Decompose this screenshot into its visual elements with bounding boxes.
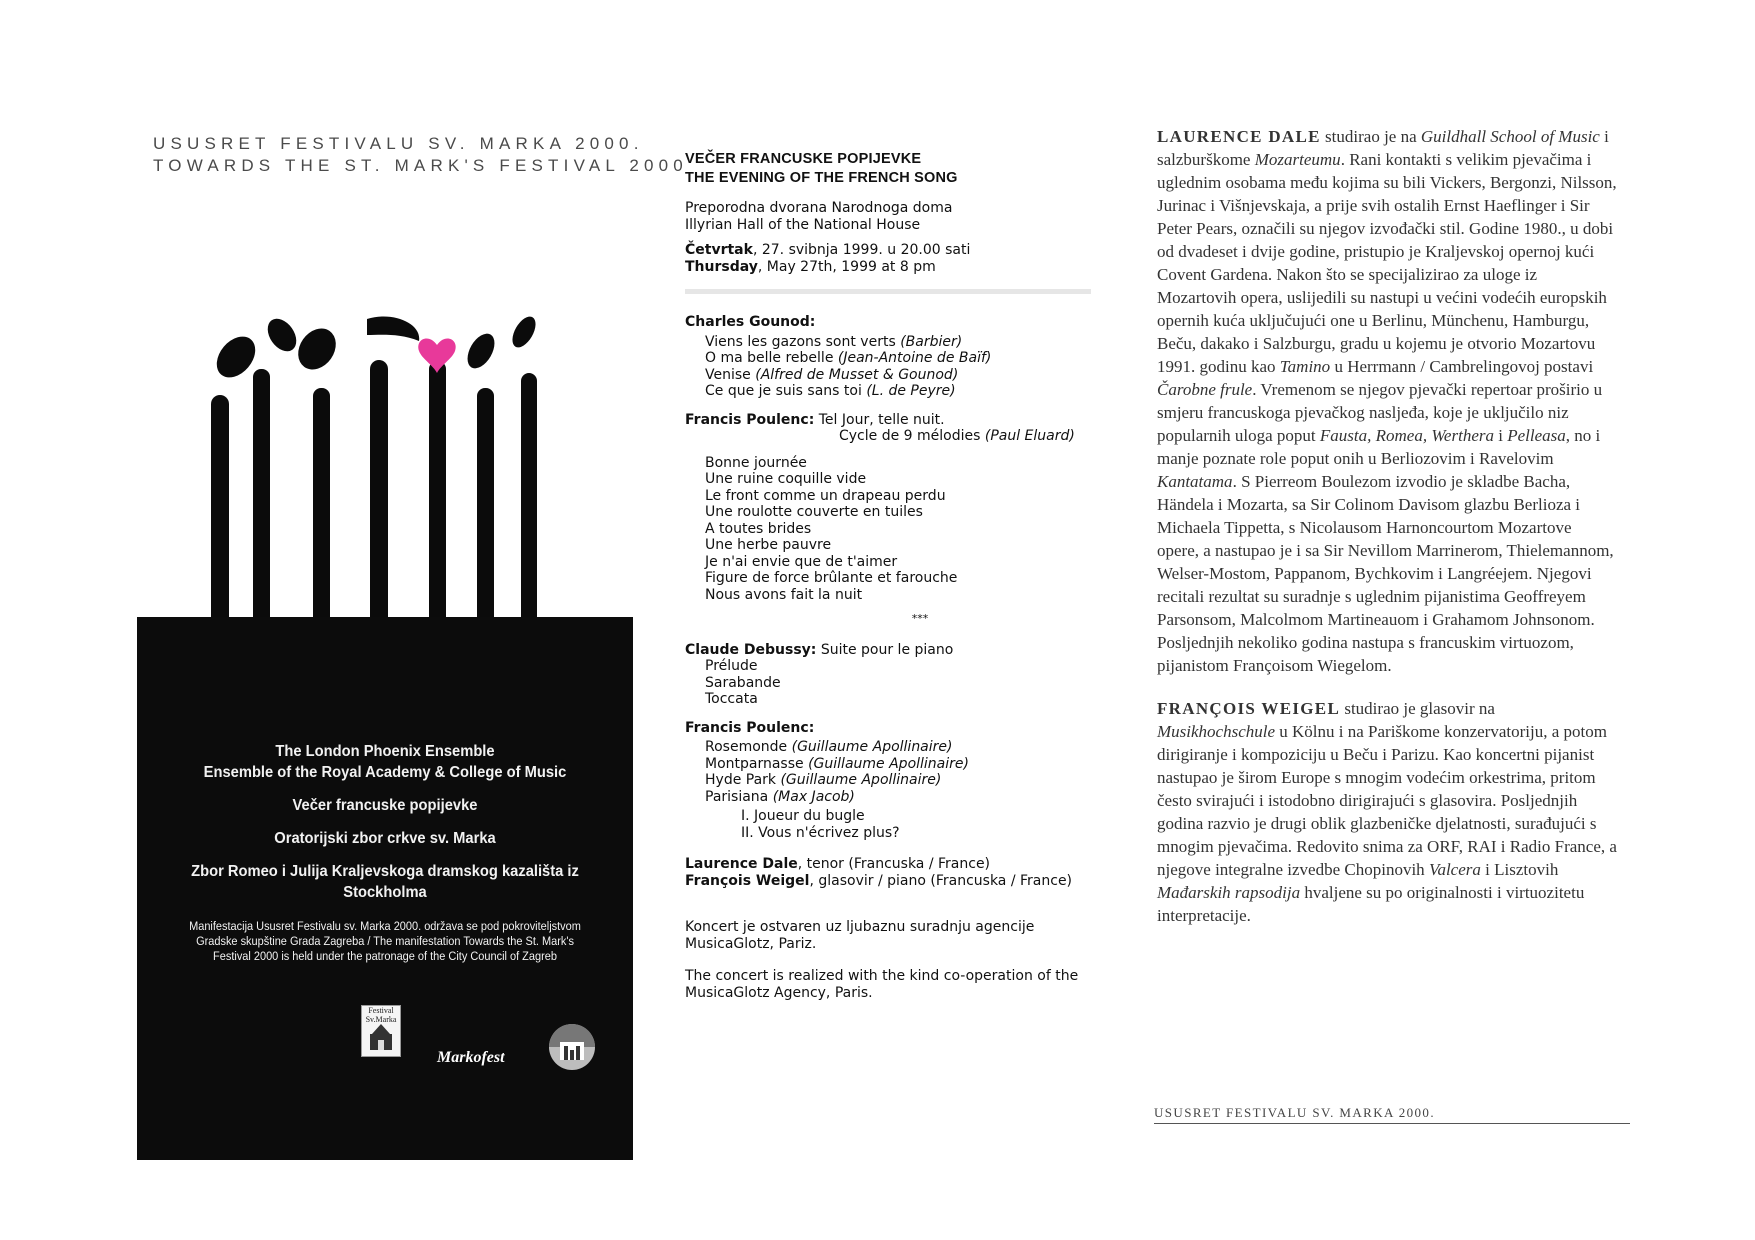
bio-italic: Čarobne frule xyxy=(1157,380,1253,399)
list-item xyxy=(685,789,1095,806)
list-item xyxy=(685,739,1095,756)
choir-name: Oratorijski zbor crkve sv. Marka xyxy=(274,830,496,847)
work-title: Suite pour le piano xyxy=(816,641,954,658)
composer-gounod: Charles Gounod: xyxy=(685,314,816,330)
ensemble-name: The London Phoenix Ensemble xyxy=(275,743,495,760)
performer-role: , glasovir / piano (Francuska / France) xyxy=(809,872,1073,889)
venue-hr: Preporodna dvorana Narodnoga doma xyxy=(685,200,953,216)
song-title: O ma belle rebelle xyxy=(705,350,838,366)
performer-name: François Weigel xyxy=(685,872,810,889)
patronage-note-2: Gradske skupštine Grada Zagreba / The manifestation Towards the St. Mark's xyxy=(196,934,574,948)
list-item: Sarabande xyxy=(705,674,781,691)
performer-2 xyxy=(685,873,1095,890)
date-hr-rest: , 27. svibnja 1999. u 20.00 sati xyxy=(752,242,971,258)
list-item: Une herbe pauvre xyxy=(705,537,832,553)
date-en xyxy=(685,259,1095,276)
bio-italic: Tamino xyxy=(1279,357,1331,376)
bio-text: i salzburškome xyxy=(1157,127,1609,169)
choir-figures-illustration xyxy=(137,305,637,665)
list-item: Le front comme un drapeau perdu xyxy=(705,487,946,504)
concert-poster xyxy=(137,617,633,1160)
date-en-rest: , May 27th, 1999 at 8 pm xyxy=(757,258,936,275)
list-item: Nous avons fait la nuit xyxy=(705,586,863,603)
song-author: (Alfred de Musset & Gounod) xyxy=(755,366,959,383)
city-logo-icon xyxy=(547,1022,597,1072)
bio-italic: Mozarteumu xyxy=(1254,150,1341,169)
list-item: Toccata xyxy=(705,691,758,707)
venue-en: Illyrian Hall of the National House xyxy=(685,216,921,233)
list-item: II. Vous n'écrivez plus? xyxy=(741,824,900,841)
biographies xyxy=(1157,125,1617,947)
concert-title: Večer francuske popijevke xyxy=(292,797,478,814)
list-item xyxy=(685,350,1095,367)
song-title: Parisiana xyxy=(705,788,773,805)
composer-poulenc-1 xyxy=(685,412,1095,429)
list-item xyxy=(685,772,1095,789)
choir-name-2: Zbor Romeo i Julija Kraljevskoga dramskog kazališta iz Stockholma xyxy=(191,863,579,901)
list-item: Prélude xyxy=(705,658,758,674)
song-author: (Guillaume Apollinaire) xyxy=(791,739,953,755)
list-item: Une roulotte couverte en tuiles xyxy=(705,504,923,520)
bio-text: studirao je glasovir na xyxy=(1340,699,1495,718)
bio-italic: Musikhochschule xyxy=(1157,722,1276,741)
festival-logo-text-2: Sv.Marka xyxy=(365,1015,397,1024)
composer-poulenc-2: Francis Poulenc: xyxy=(685,719,815,736)
date-hr-day: Četvrtak xyxy=(685,242,753,258)
bio-italic: Guildhall School of Music xyxy=(1420,127,1600,146)
page-footer: USUSRET FESTIVALU SV. MARKA 2000. xyxy=(1154,1105,1630,1124)
patronage-note-3: Festival 2000 is held under the patronage of the City Council of Zagreb xyxy=(213,949,557,963)
bio-name: FRANÇOIS WEIGEL xyxy=(1157,699,1341,718)
bio-francois-weigel xyxy=(1157,697,1617,927)
composer-debussy xyxy=(685,642,1095,659)
header-line-en: TOWARDS THE ST. MARK'S FESTIVAL 2000 xyxy=(153,156,688,175)
cycle-author: (Paul Eluard) xyxy=(984,428,1075,444)
divider xyxy=(685,289,1091,294)
cycle-line xyxy=(685,428,1095,445)
bio-text: . S Pierreom Boulezom izvodio je skladbe Bacha, Händela i Mozarta, sa Sir Colinom Davisom glazbu Berlioza i Michaela Tippetta, s Nicolausom Harnoncourtom Mozartove opere, a nastupao je i sa Sir Nevillom Marrinerom, Thielemannom, Welser-Mostom, Pappanom, Bychkovim i Langréejem. Njegovi recitali rezultat su suradnje s uglednim pijanistima Geoffreyem Parsonsom, Malcolmom Martineauom i Grahamom Johnsonom. Posljednjih nekoliko godina nastupa s francuskim virtuozom, pijanistom Françoisom Wiegelom. xyxy=(1157,472,1614,675)
section-stars: *** xyxy=(911,612,929,625)
concert-program xyxy=(685,150,1095,1001)
bio-text: , no i manje poznate role poput onih u Berliozovim i Ravelovim xyxy=(1157,426,1601,468)
bio-italic: Mađarskih rapsodija xyxy=(1157,883,1301,902)
song-title: Venise xyxy=(705,366,756,383)
list-item: Je n'ai envie que de t'aimer xyxy=(705,553,898,570)
song-author: (Barbier) xyxy=(900,333,963,350)
bio-text: hvaljene su po originalnosti i virtuozitetu interpretacije. xyxy=(1157,883,1585,925)
festival-header xyxy=(153,133,688,177)
list-item xyxy=(685,756,1095,773)
bio-italic: Kantatama xyxy=(1157,472,1233,491)
ensemble-name-2: Ensemble of the Royal Academy & College of Music xyxy=(203,764,567,781)
song-title: Ce que je suis sans toi xyxy=(705,383,867,399)
song-title: Rosemonde xyxy=(705,739,792,755)
date-hr xyxy=(685,242,1095,259)
heart-icon xyxy=(418,338,455,373)
list-item: Bonne journée xyxy=(705,454,807,471)
bio-text: studirao je na xyxy=(1320,127,1421,146)
bio-text: . Rani kontakti s velikim pjevačima i uglednim osobama među kojima su bili Vickers, Bergonzi, Nilsson, Jurinac i Višnjevskaja, a prije svih ostalih Ernst Haeflinger i Sir Peter Pears, označili su njegov izvođački stil. Godine 1980., u dobi od dvadeset i dvije godine, pristupio je Kraljevskoj opernoj kući Covent Gardena. Nakon što se specijalizirao za uloge iz Mozartovih opera, uslijedili su nastupi u većini vodećih europskih opernih kuća uključujući one u Berlinu, Münchenu, Hamburgu, Beču, dakako i Salzburgu, gradu u kojemu je otvorio Mozartovu 1991. godinu kao xyxy=(1157,150,1617,376)
bio-text: . Vremenom se njegov pjevački repertoar proširio u smjeru francuskoga pjevačkog nasljeđa, koje je uključilo niz popularnih uloga poput xyxy=(1157,380,1603,445)
list-item xyxy=(685,367,1095,384)
song-title: Viens les gazons sont verts xyxy=(705,333,901,350)
composer-name: Claude Debussy: xyxy=(685,641,817,658)
song-author: (L. de Peyre) xyxy=(866,383,956,399)
bio-text: u Kölnu i na Pariškome konzervatoriju, a potom dirigiranje i kompoziciju u Beču i Parizu. Kao koncertni pijanist nastupao je širom Europe s mnogim vodećim orkestrima, pritom često svirajući i istodobno dirigirajući s glasovira. Posljednjih godina razvio je drugi oblik glazbeničke djelatnosti, surađujući s mnogim pjevačima. Redovito snima za ORF, RAI i Radio France, a njegove integralne izvedbe Chopinovih xyxy=(1157,722,1617,879)
header-line-hr: USUSRET FESTIVALU SV. MARKA 2000. xyxy=(153,134,644,153)
list-item: I. Joueur du bugle xyxy=(741,808,865,824)
bio-name: LAURENCE DALE xyxy=(1157,127,1321,146)
bio-laurence-dale xyxy=(1157,125,1617,677)
performer-1 xyxy=(685,856,1095,873)
song-author: (Jean-Antoine de Baïf) xyxy=(837,350,992,366)
work-title: Tel Jour, telle nuit. xyxy=(814,411,945,428)
program-title-hr: VEČER FRANCUSKE POPIJEVKE xyxy=(685,151,922,167)
bio-italic: Valcera xyxy=(1428,860,1481,879)
list-item xyxy=(685,334,1095,351)
list-item: Figure de force brûlante et farouche xyxy=(705,570,958,586)
date-en-day: Thursday xyxy=(685,258,758,275)
list-item xyxy=(685,383,1095,400)
song-author: (Guillaume Apollinaire) xyxy=(780,772,942,788)
program-title-en: THE EVENING OF THE FRENCH SONG xyxy=(685,170,958,186)
bio-italic: Fausta, Romea, Werthera xyxy=(1319,426,1494,445)
thanks-en: The concert is realized with the kind co-operation of the MusicaGlotz Agency, Paris. xyxy=(685,968,1079,1001)
performer-role: , tenor (Francuska / France) xyxy=(797,856,991,872)
song-title: Montparnasse xyxy=(705,755,809,772)
thanks-hr: Koncert je ostvaren uz ljubaznu suradnju agencije MusicaGlotz, Pariz. xyxy=(685,919,1035,952)
markofest-logo: Markofest xyxy=(437,1049,505,1066)
list-item: A toutes brides xyxy=(705,520,812,537)
song-title: Hyde Park xyxy=(705,772,781,788)
bio-text: i Lisztovih xyxy=(1480,860,1559,879)
performer-name: Laurence Dale xyxy=(685,856,798,872)
festival-logo-text: Festival xyxy=(368,1006,394,1015)
bio-text: u Herrmann / Cambrelingovoj postavi xyxy=(1330,357,1594,376)
song-author: (Guillaume Apollinaire) xyxy=(808,755,969,772)
composer-name: Francis Poulenc: xyxy=(685,411,815,428)
bio-text: i xyxy=(1493,426,1508,445)
church-icon xyxy=(366,1024,396,1050)
festival-logo xyxy=(361,1005,401,1057)
song-author: (Max Jacob) xyxy=(772,788,855,805)
cycle-title: Cycle de 9 mélodies xyxy=(839,428,985,444)
patronage-note-1: Manifestacija Ususret Festivalu sv. Marka 2000. održava se pod pokroviteljstvom xyxy=(189,919,581,933)
bio-italic: Pelleasa xyxy=(1507,426,1566,445)
list-item: Une ruine coquille vide xyxy=(705,471,867,487)
